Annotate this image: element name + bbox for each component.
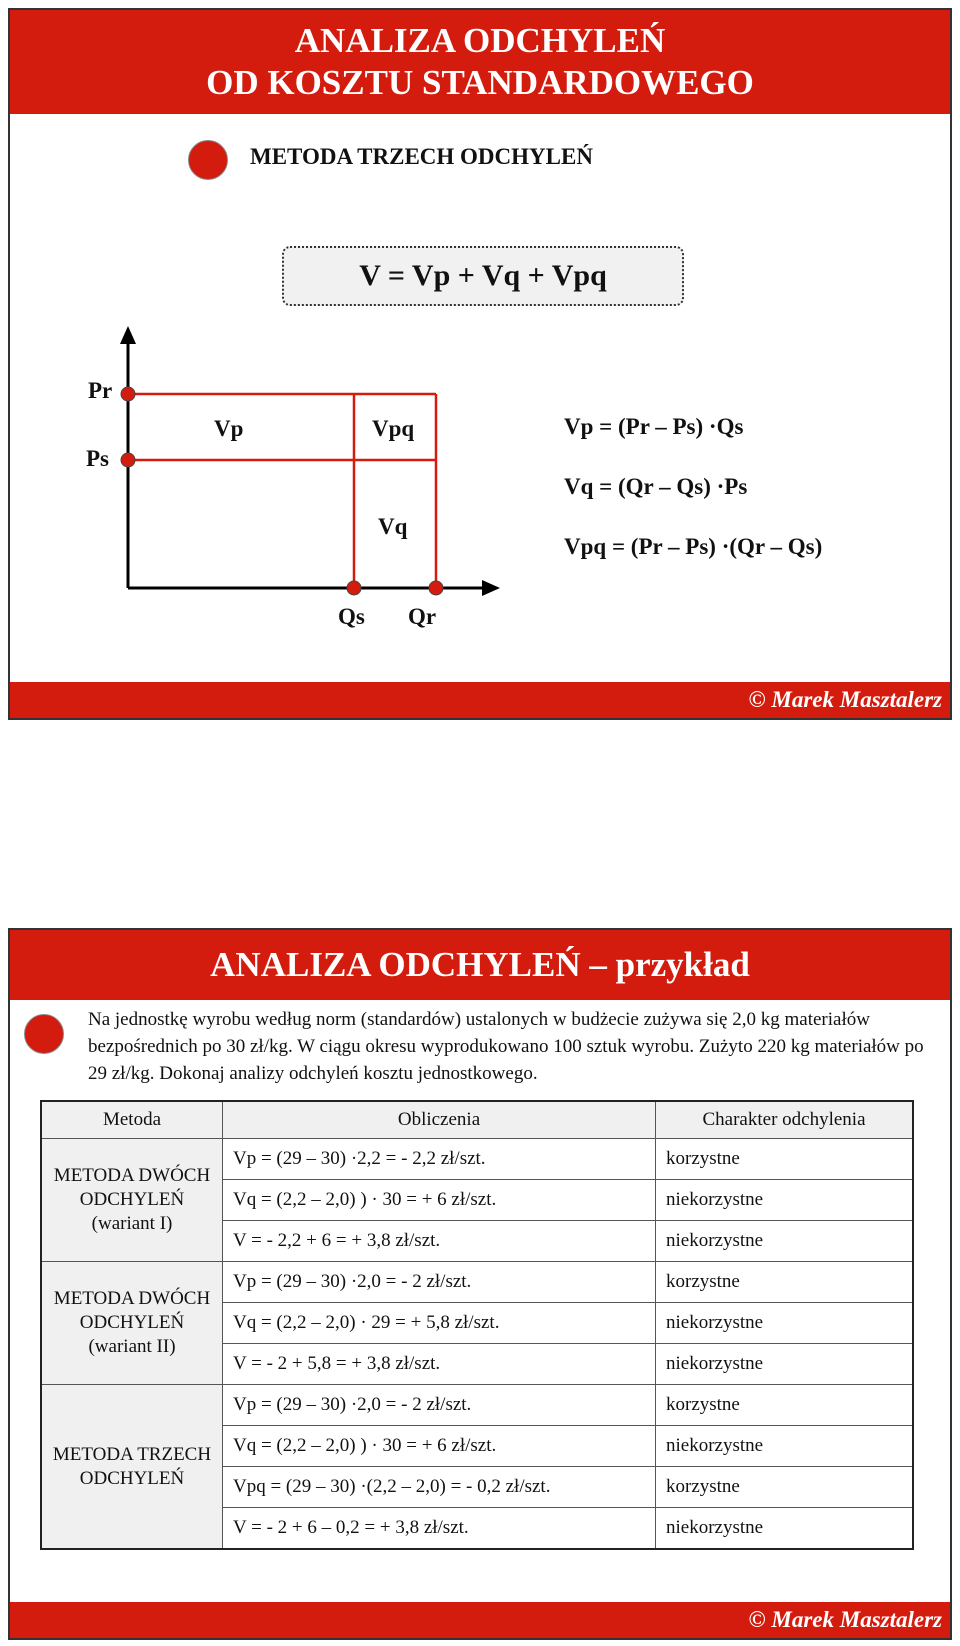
- method-heading: METODA TRZECH ODCHYLEŃ: [250, 144, 593, 169]
- pr-point: [121, 387, 135, 401]
- title-line-2: OD KOSZTU STANDARDOWEGO: [206, 63, 754, 102]
- vq-label: Vq: [378, 514, 408, 539]
- bullet-icon: [24, 1014, 64, 1054]
- calc-cell: Vpq = (29 – 30) ·(2,2 – 2,0) = - 0,2 zł/szt.: [223, 1467, 656, 1508]
- character-cell: niekorzystne: [656, 1180, 914, 1221]
- qr-label: Qr: [408, 604, 437, 629]
- header-character: Charakter odchylenia: [656, 1101, 914, 1139]
- header-method: Metoda: [41, 1101, 223, 1139]
- table-row: [41, 1385, 913, 1426]
- character-cell: korzystne: [656, 1385, 914, 1426]
- qs-label: Qs: [338, 604, 365, 629]
- calc-cell: Vp = (29 – 30) ·2,0 = - 2 zł/szt.: [223, 1262, 656, 1303]
- slide-2: [8, 928, 952, 1640]
- ps-label: Ps: [86, 446, 109, 471]
- vp-label: Vp: [214, 416, 244, 441]
- character-cell: niekorzystne: [656, 1303, 914, 1344]
- slide-title: ANALIZA ODCHYLEŃ – przykład: [10, 930, 950, 1000]
- copyright-footer: © Marek Masztalerz: [10, 682, 950, 718]
- character-cell: korzystne: [656, 1467, 914, 1508]
- equation-vp: Vp = (Pr – Ps) ·Qs: [564, 414, 744, 439]
- calc-cell: Vq = (2,2 – 2,0) · 29 = + 5,8 zł/szt.: [223, 1303, 656, 1344]
- pr-label: Pr: [88, 378, 113, 403]
- character-cell: niekorzystne: [656, 1426, 914, 1467]
- character-cell: niekorzystne: [656, 1221, 914, 1262]
- character-cell: korzystne: [656, 1139, 914, 1180]
- calc-cell: V = - 2 + 5,8 = + 3,8 zł/szt.: [223, 1344, 656, 1385]
- method-cell: METODA DWÓCH ODCHYLEŃ (wariant II): [41, 1262, 223, 1385]
- table-row: [41, 1262, 913, 1303]
- qs-point: [347, 581, 361, 595]
- character-cell: niekorzystne: [656, 1508, 914, 1550]
- calc-cell: V = - 2,2 + 6 = + 3,8 zł/szt.: [223, 1221, 656, 1262]
- calc-cell: V = - 2 + 6 – 0,2 = + 3,8 zł/szt.: [223, 1508, 656, 1550]
- calculation-table: [40, 1100, 914, 1550]
- equation-vpq: Vpq = (Pr – Ps) ·(Qr – Qs): [564, 534, 823, 559]
- slide-1: [8, 8, 952, 720]
- calc-cell: Vq = (2,2 – 2,0) ) · 30 = + 6 zł/szt.: [223, 1426, 656, 1467]
- method-cell: METODA DWÓCH ODCHYLEŃ (wariant I): [41, 1139, 223, 1262]
- x-axis-arrow-icon: [482, 580, 500, 596]
- method-cell: METODA TRZECH ODCHYLEŃ: [41, 1385, 223, 1550]
- ps-point: [121, 453, 135, 467]
- calc-cell: Vp = (29 – 30) ·2,2 = - 2,2 zł/szt.: [223, 1139, 656, 1180]
- title-line-1: ANALIZA ODCHYLEŃ: [294, 21, 666, 60]
- main-formula: V = Vp + Vq + Vpq: [282, 246, 684, 306]
- equation-vq: Vq = (Qr – Qs) ·Ps: [564, 474, 748, 499]
- qr-point: [429, 581, 443, 595]
- variance-diagram: [10, 10, 950, 660]
- problem-description: Na jednostkę wyrobu według norm (standardów) ustalonych w budżecie zużywa się 2,0 kg materiałów bezpośrednich po 30 zł/kg. W ciągu okresu wyprodukowano 100 sztuk wyrobu. Zużyto 220 kg materiałów po 29 zł/kg. Dokonaj analizy odchyleń kosztu jednostkowego.: [88, 1009, 924, 1084]
- character-cell: korzystne: [656, 1262, 914, 1303]
- y-axis-arrow-icon: [120, 326, 136, 344]
- header-calculations: Obliczenia: [223, 1101, 656, 1139]
- calc-cell: Vq = (2,2 – 2,0) ) · 30 = + 6 zł/szt.: [223, 1180, 656, 1221]
- table-row: [41, 1139, 913, 1180]
- vpq-label: Vpq: [372, 416, 415, 441]
- calc-cell: Vp = (29 – 30) ·2,0 = - 2 zł/szt.: [223, 1385, 656, 1426]
- character-cell: niekorzystne: [656, 1344, 914, 1385]
- copyright-footer: © Marek Masztalerz: [10, 1602, 950, 1638]
